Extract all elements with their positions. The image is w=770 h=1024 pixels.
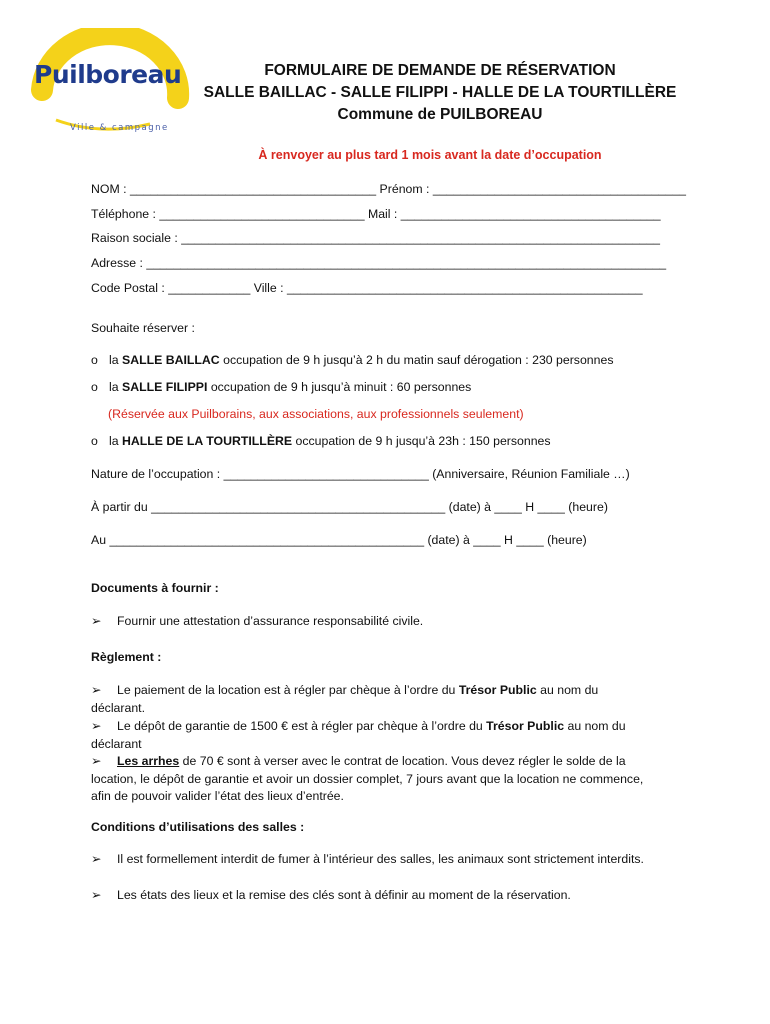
option-salle-filippi[interactable]: o la SALLE FILIPPI occupation de 9 h jusqu’à minuit : 60 personnes xyxy=(91,380,472,394)
souhaite-label: Souhaite réserver : xyxy=(91,321,195,335)
arrow-bullet-icon: ➢ xyxy=(91,719,102,733)
reglement-heading: Règlement : xyxy=(91,650,162,664)
logo-tagline: Ville & campagne xyxy=(70,123,169,133)
field-adresse[interactable]: Adresse : ____________________________________________________________________________ xyxy=(91,256,667,270)
arrow-bullet-icon: ➢ xyxy=(91,683,102,697)
deadline-notice: À renvoyer au plus tard 1 mois avant la date d’occupation xyxy=(258,148,602,162)
conditions-item-2: ➢ Les états des lieux et la remise des clés sont à définir au moment de la réservation. xyxy=(91,887,646,905)
field-nature-occupation[interactable]: Nature de l’occupation : ______________________________ (Anniversaire, Réunion Familiale …) xyxy=(91,467,630,481)
field-nom-prenom[interactable]: NOM : ____________________________________ Prénom : _____________________________________ xyxy=(91,182,686,196)
documents-item: ➢ Fournir une attestation d’assurance responsabilité civile. xyxy=(91,614,424,628)
form-title xyxy=(190,60,690,126)
title-line-3: Commune de PUILBOREAU xyxy=(337,106,543,123)
documents-heading: Documents à fournir : xyxy=(91,581,219,595)
arrow-bullet-icon: ➢ xyxy=(91,852,102,866)
option-salle-baillac[interactable]: o la SALLE BAILLAC occupation de 9 h jusqu’à 2 h du matin sauf dérogation : 230 personnes xyxy=(91,353,614,367)
field-code-postal-ville[interactable]: Code Postal : ____________ Ville : ____________________________________________________ xyxy=(91,281,643,295)
field-telephone-mail[interactable]: Téléphone : ______________________________ Mail : ______________________________________ xyxy=(91,207,661,221)
reglement-item-1: ➢ Le paiement de la location est à régler par chèque à l’ordre du Trésor Public au nom du déclarant. xyxy=(91,683,599,715)
filippi-restriction-note: (Réservée aux Puilborains, aux associations, aux professionnels seulement) xyxy=(108,407,524,421)
title-line-1: FORMULAIRE DE DEMANDE DE RÉSERVATION xyxy=(264,62,616,79)
field-date-fin[interactable]: Au ______________________________________________ (date) à ____ H ____ (heure) xyxy=(91,533,587,547)
reglement-item-3: ➢ Les arrhes de 70 € sont à verser avec le contrat de location. Vous devez régler le solde de la location, le dépôt de garantie et avoir un dossier complet, 7 jours avant que la location ne commence, afin de pouvoir valider l’état des lieux d’entrée. xyxy=(91,754,644,803)
option-halle-tourtillere[interactable]: o la HALLE DE LA TOURTILLÈRE occupation de 9 h jusqu’à 23h : 150 personnes xyxy=(91,434,551,448)
conditions-item-1: ➢ Il est formellement interdit de fumer à l’intérieur des salles, les animaux sont strictement interdits. xyxy=(91,851,646,869)
arrow-bullet-icon: ➢ xyxy=(91,614,102,628)
halle-tourtillere-name: HALLE DE LA TOURTILLÈRE xyxy=(122,434,293,448)
field-date-debut[interactable]: À partir du ___________________________________________ (date) à ____ H ____ (heure) xyxy=(91,500,608,514)
arrow-bullet-icon: ➢ xyxy=(91,754,102,768)
salle-baillac-name: SALLE BAILLAC xyxy=(122,353,220,367)
salle-filippi-name: SALLE FILIPPI xyxy=(122,380,208,394)
logo-wordmark: Puilboreau xyxy=(34,60,182,89)
conditions-heading: Conditions d’utilisations des salles : xyxy=(91,820,305,834)
arrow-bullet-icon: ➢ xyxy=(91,888,102,902)
circle-bullet-icon: o xyxy=(91,380,98,394)
reglement-item-2: ➢ Le dépôt de garantie de 1500 € est à régler par chèque à l’ordre du Trésor Public au nom du déclarant xyxy=(91,719,626,751)
title-line-2: SALLE BAILLAC - SALLE FILIPPI - HALLE DE LA TOURTILLÈRE xyxy=(203,84,677,101)
circle-bullet-icon: o xyxy=(91,434,98,448)
circle-bullet-icon: o xyxy=(91,353,98,367)
field-raison-sociale[interactable]: Raison sociale : ______________________________________________________________________ xyxy=(91,231,660,245)
